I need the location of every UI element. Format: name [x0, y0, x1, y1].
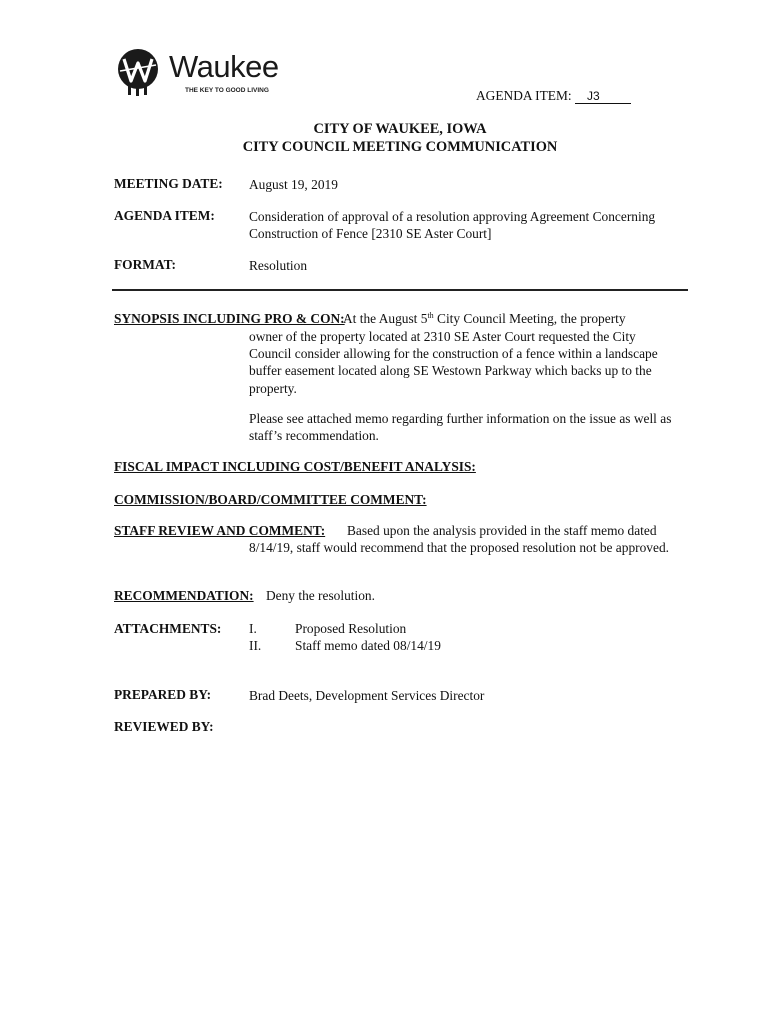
recommendation-value: Deny the resolution.	[266, 588, 375, 603]
logo-tagline: THE KEY TO GOOD LIVING	[185, 87, 269, 94]
synopsis-lead-pre: At the August 5	[343, 311, 428, 326]
staff-review-label: STAFF REVIEW AND COMMENT:	[114, 523, 326, 538]
prepared-by-value: Brad Deets, Development Services Director	[249, 688, 485, 703]
meeting-date-value: August 19, 2019	[249, 177, 338, 192]
meeting-date-label: MEETING DATE:	[114, 176, 223, 191]
attachment-item-1: Proposed Resolution	[295, 621, 407, 636]
format-label: FORMAT:	[114, 257, 176, 272]
synopsis-label: SYNOPSIS INCLUDING PRO & CON:	[114, 311, 345, 326]
attachments-label: ATTACHMENTS:	[114, 621, 222, 636]
agenda-item-code: J3	[575, 89, 631, 104]
synopsis-lead	[343, 311, 626, 327]
document-subtitle: CITY COUNCIL MEETING COMMUNICATION	[242, 139, 558, 155]
waukee-logo	[114, 47, 304, 99]
synopsis-lead-sup: th	[427, 311, 434, 320]
attachment-number-2: II.	[249, 638, 262, 653]
synopsis-lead-post: City Council Meeting, the property	[433, 311, 626, 326]
attachment-number-1: I.	[249, 621, 257, 636]
agenda-item-label: AGENDA ITEM:	[114, 208, 215, 223]
staff-review-lead: Based upon the analysis provided in the staff memo dated	[347, 523, 657, 538]
staff-review-body: 8/14/19, staff would recommend that the proposed resolution not be approved.	[249, 540, 669, 555]
logo-wordmark: Waukee	[169, 49, 279, 84]
agenda-item-value: Consideration of approval of a resolution approving Agreement Concerning Construction of Fence [2310 SE Aster Court]	[249, 209, 656, 241]
recommendation-label: RECOMMENDATION:	[114, 588, 254, 603]
commission-comment-label: COMMISSION/BOARD/COMMITTEE COMMENT:	[114, 492, 427, 507]
prepared-by-label: PREPARED BY:	[114, 687, 212, 702]
fiscal-impact-label: FISCAL IMPACT INCLUDING COST/BENEFIT ANALYSIS:	[114, 459, 476, 474]
waukee-emblem-icon	[114, 47, 166, 99]
synopsis-body: owner of the property located at 2310 SE Aster Court requested the City Council consider allowing for the construction of a fence within a landscape buffer easement located along SE Westown Parkway which backs up to the property.	[249, 329, 658, 396]
synopsis-paragraph-2: Please see attached memo regarding further information on the issue as well as staff’s recommendation.	[249, 411, 672, 444]
document-title: CITY OF WAUKEE, IOWA	[313, 121, 487, 137]
agenda-item-header	[476, 88, 631, 104]
attachment-item-2: Staff memo dated 08/14/19	[295, 638, 441, 653]
agenda-item-header-label: AGENDA ITEM:	[476, 88, 572, 103]
section-divider	[112, 289, 688, 291]
format-value: Resolution	[249, 258, 308, 273]
reviewed-by-label: REVIEWED BY:	[114, 719, 214, 734]
